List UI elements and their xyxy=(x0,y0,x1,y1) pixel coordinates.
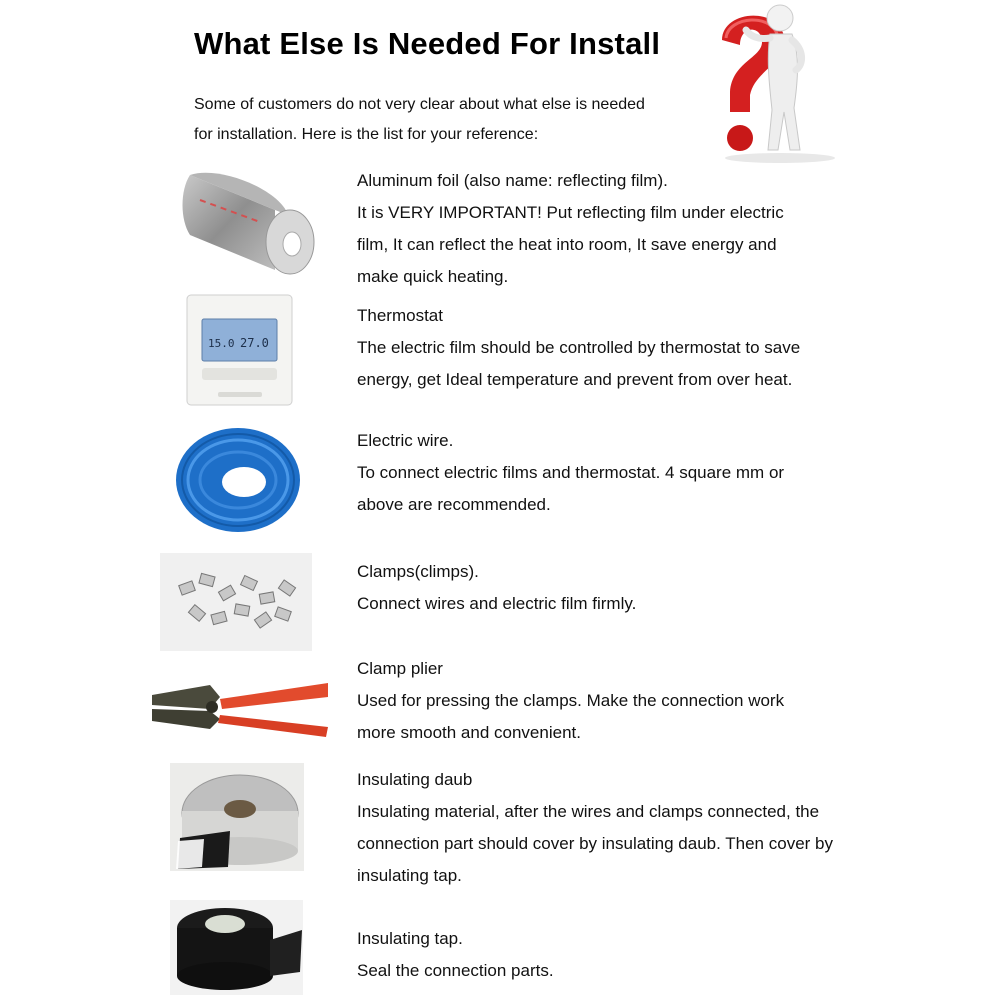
question-mark-figure xyxy=(700,0,840,165)
item-heading: Electric wire. xyxy=(357,431,454,450)
item-line: insulating tap. xyxy=(357,866,462,885)
item-clamp-plier xyxy=(357,653,784,749)
thermostat-left-reading: 15.0 xyxy=(208,337,235,350)
item-line: energy, get Ideal temperature and prevent from over heat. xyxy=(357,370,793,389)
intro-line: for installation. Here is the list for your reference: xyxy=(194,126,539,143)
item-line: connection part should cover by insulating daub. Then cover by xyxy=(357,834,833,853)
item-clamps xyxy=(357,556,636,620)
item-heading: Insulating tap. xyxy=(357,929,463,948)
item-aluminum-foil xyxy=(357,165,784,293)
item-line: make quick heating. xyxy=(357,267,509,286)
item-line: Seal the connection parts. xyxy=(357,961,554,980)
item-line: It is VERY IMPORTANT! Put reflecting film under electric xyxy=(357,203,784,222)
item-line: The electric film should be controlled by thermostat to save xyxy=(357,338,801,357)
item-line: Insulating material, after the wires and clamps connected, the xyxy=(357,802,820,821)
item-insulating-tape xyxy=(357,923,554,987)
item-heading: Thermostat xyxy=(357,306,443,325)
item-line: film, It can reflect the heat into room, It save energy and xyxy=(357,235,777,254)
item-line: above are recommended. xyxy=(357,495,551,514)
item-line: more smooth and convenient. xyxy=(357,723,581,742)
item-heading: Aluminum foil (also name: reflecting film). xyxy=(357,171,668,190)
insulating-tape-image xyxy=(170,900,303,995)
item-heading: Clamp plier xyxy=(357,659,443,678)
item-thermostat xyxy=(357,300,800,396)
insulating-daub-image xyxy=(170,763,304,871)
intro-text xyxy=(194,90,694,150)
aluminum-foil-image xyxy=(180,160,318,275)
clamps-image xyxy=(160,553,312,651)
item-line: Used for pressing the clamps. Make the connection work xyxy=(357,691,785,710)
item-insulating-daub xyxy=(357,764,833,892)
page-title: What Else Is Needed For Install xyxy=(194,26,661,61)
intro-line: Some of customers do not very clear about what else is needed xyxy=(194,96,645,113)
electric-wire-image xyxy=(174,424,304,534)
item-line: Connect wires and electric film firmly. xyxy=(357,594,637,613)
item-electric-wire xyxy=(357,425,784,521)
item-heading: Insulating daub xyxy=(357,770,473,789)
clamp-plier-image xyxy=(150,675,328,737)
item-line: To connect electric films and thermostat. 4 square mm or xyxy=(357,463,785,482)
thermostat-image xyxy=(186,294,293,406)
item-heading: Clamps(climps). xyxy=(357,562,479,581)
thermostat-right-reading: 27.0 xyxy=(240,336,269,350)
